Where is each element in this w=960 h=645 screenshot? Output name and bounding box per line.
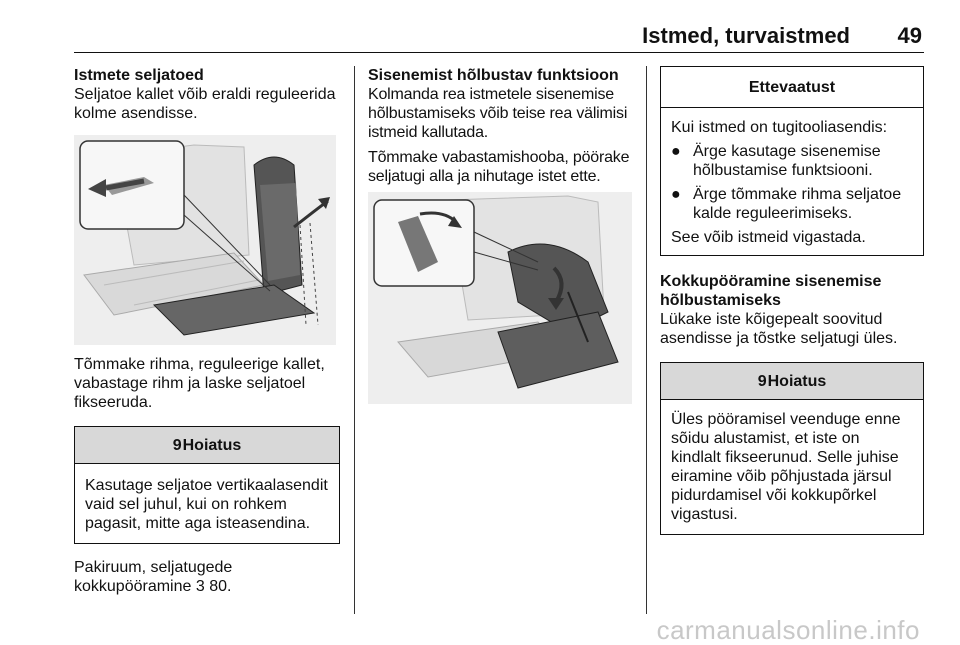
caution-bullet-1 bbox=[671, 142, 913, 180]
page-number: 49 bbox=[897, 23, 922, 48]
warning-box-1-body: Kasutage seljatoe vertikaalasendit vaid sel juhul, kui on rohkem pagasit, mitte aga isteasendina. bbox=[85, 477, 328, 532]
caution-outro: See võib istmeid vigastada. bbox=[671, 229, 866, 246]
column-3 bbox=[660, 66, 926, 535]
page-reference-page: 80. bbox=[209, 578, 232, 595]
caution-bullet-2-text: Ärge tõmmake rihma seljatoe kalde reguleerimiseks. bbox=[693, 186, 902, 222]
figure-caption: Tõmmake rihma, reguleerige kallet, vabastage rihm ja laske seljatoel fikseeruda. bbox=[74, 356, 325, 411]
easy-entry-paragraph-2: Tõmmake vabastamishooba, pöörake seljatugi alla ja nihutage istet ette. bbox=[368, 149, 630, 185]
section-heading-backrests: Istmete seljatoed bbox=[74, 67, 204, 84]
caution-bullet-2 bbox=[671, 185, 913, 223]
warning-box-1 bbox=[74, 426, 340, 544]
bullet-icon: ● bbox=[671, 186, 681, 203]
seat-recline-drawing bbox=[74, 135, 336, 345]
page-reference-line-1: Pakiruum, seljatugede bbox=[74, 559, 233, 576]
caution-box-body bbox=[661, 108, 923, 255]
page-reference bbox=[74, 558, 342, 596]
warning-box-2 bbox=[660, 362, 924, 535]
column-separator-2 bbox=[646, 66, 647, 614]
easy-entry-drawing bbox=[368, 192, 632, 404]
page-reference-line-2 bbox=[74, 577, 342, 596]
column-separator-1 bbox=[354, 66, 355, 614]
easy-entry-illustration bbox=[368, 192, 632, 404]
column-2 bbox=[368, 66, 634, 404]
warning-box-2-body: Üles pööramisel veenduge enne sõidu alustamist, et iste on kindlalt fikseerunud. Selle juhise eiramine võib põhjustada järsul pidurdamisel või kokkupõrkel vigastusi. bbox=[671, 411, 901, 523]
caution-intro: Kui istmed on tugitooliasendis: bbox=[671, 119, 888, 136]
fold-paragraph: Lükake iste kõigepealt soovitud asendisse ja tõstke seljatugi üles. bbox=[660, 311, 898, 347]
warning-box-2-header bbox=[661, 363, 923, 400]
running-header-title: Istmed, turvaistmed bbox=[642, 23, 850, 48]
caution-box-header: Ettevaatust bbox=[661, 67, 923, 108]
warning-box-1-header bbox=[75, 427, 339, 464]
caution-bullet-1-text: Ärge kasutage sisenemise hõlbustamise funktsiooni. bbox=[693, 143, 881, 179]
bullet-icon: ● bbox=[671, 143, 681, 160]
easy-entry-paragraph-1: Kolmanda rea istmetele sisenemise hõlbustamiseks võib teise rea välimisi istmeid kallutada. bbox=[368, 86, 628, 141]
warning-icon: 9 bbox=[172, 436, 182, 454]
page-reference-arrow-icon: 3 bbox=[195, 578, 205, 595]
page-reference-text: kokkupööramine bbox=[74, 578, 192, 595]
caution-box bbox=[660, 66, 924, 256]
section-heading-easy-entry: Sisenemist hõlbustav funktsioon bbox=[368, 67, 619, 84]
header-rule bbox=[74, 52, 924, 53]
warning-icon: 9 bbox=[757, 372, 767, 390]
warning-box-1-title: Hoiatus bbox=[182, 436, 242, 454]
intro-paragraph: Seljatoe kallet võib eraldi reguleerida kolme asendisse. bbox=[74, 86, 336, 122]
seat-recline-illustration bbox=[74, 135, 336, 345]
column-1 bbox=[74, 66, 342, 596]
section-heading-fold-easy-entry: Kokkupööramine sisenemise hõlbustamiseks bbox=[660, 273, 882, 309]
warning-box-2-title: Hoiatus bbox=[767, 372, 827, 390]
watermark: carmanualsonline.info bbox=[656, 615, 920, 645]
